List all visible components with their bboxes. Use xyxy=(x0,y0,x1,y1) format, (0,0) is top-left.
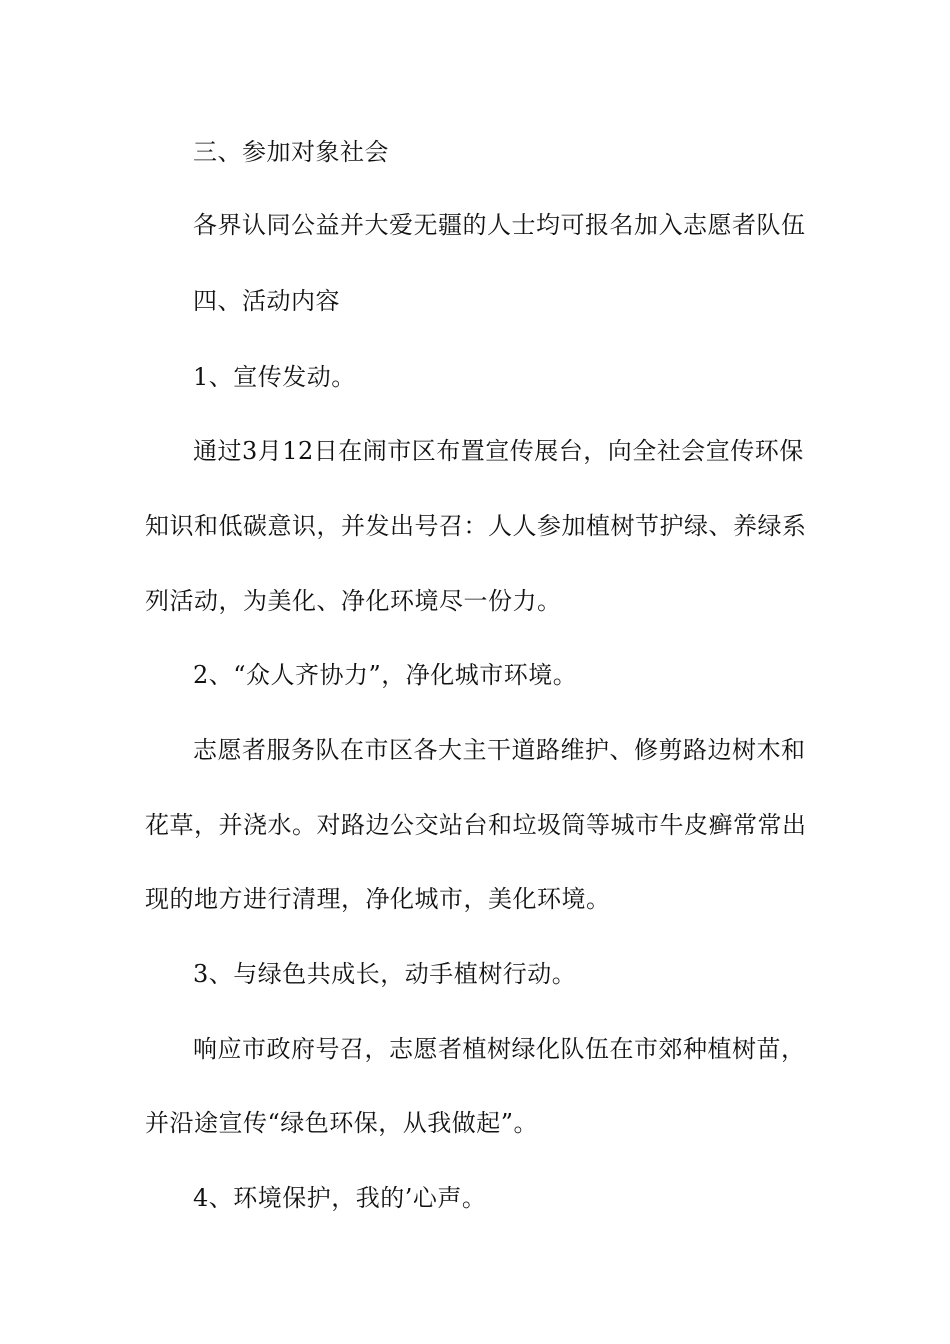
paragraph-line: 列活动，为美化、净化环境尽一份力。 xyxy=(145,587,562,615)
activity-heading-3: 3、与绿色共成长，动手植树行动。 xyxy=(193,960,577,988)
activity-heading-4: 4、环境保护，我的’心声。 xyxy=(193,1184,487,1212)
activity-heading-2: 2、“众人齐协力”，净化城市环境。 xyxy=(193,661,578,689)
paragraph-participants: 各界认同公益并大爱无疆的人士均可报名加入志愿者队伍 xyxy=(193,211,806,239)
paragraph-line: 通过3月12日在闹市区布置宣传展台，向全社会宣传环保 xyxy=(193,437,804,465)
section-heading-activities: 四、活动内容 xyxy=(193,287,340,315)
paragraph-line: 志愿者服务队在市区各大主干道路维护、修剪路边树木和 xyxy=(193,736,806,764)
paragraph-line: 响应市政府号召，志愿者植树绿化队伍在市郊种植树苗， xyxy=(193,1035,806,1063)
paragraph-line: 并沿途宣传“绿色环保，从我做起”。 xyxy=(145,1109,539,1137)
activity-heading-1: 1、宣传发动。 xyxy=(193,363,356,391)
paragraph-line: 知识和低碳意识，并发出号召：人人参加植树节护绿、养绿系 xyxy=(145,512,807,540)
paragraph-line: 花草，并浇水。对路边公交站台和垃圾筒等城市牛皮癣常常出 xyxy=(145,811,807,839)
paragraph-line: 现的地方进行清理，净化城市，美化环境。 xyxy=(145,885,611,913)
section-heading-participants: 三、参加对象社会 xyxy=(193,138,389,166)
